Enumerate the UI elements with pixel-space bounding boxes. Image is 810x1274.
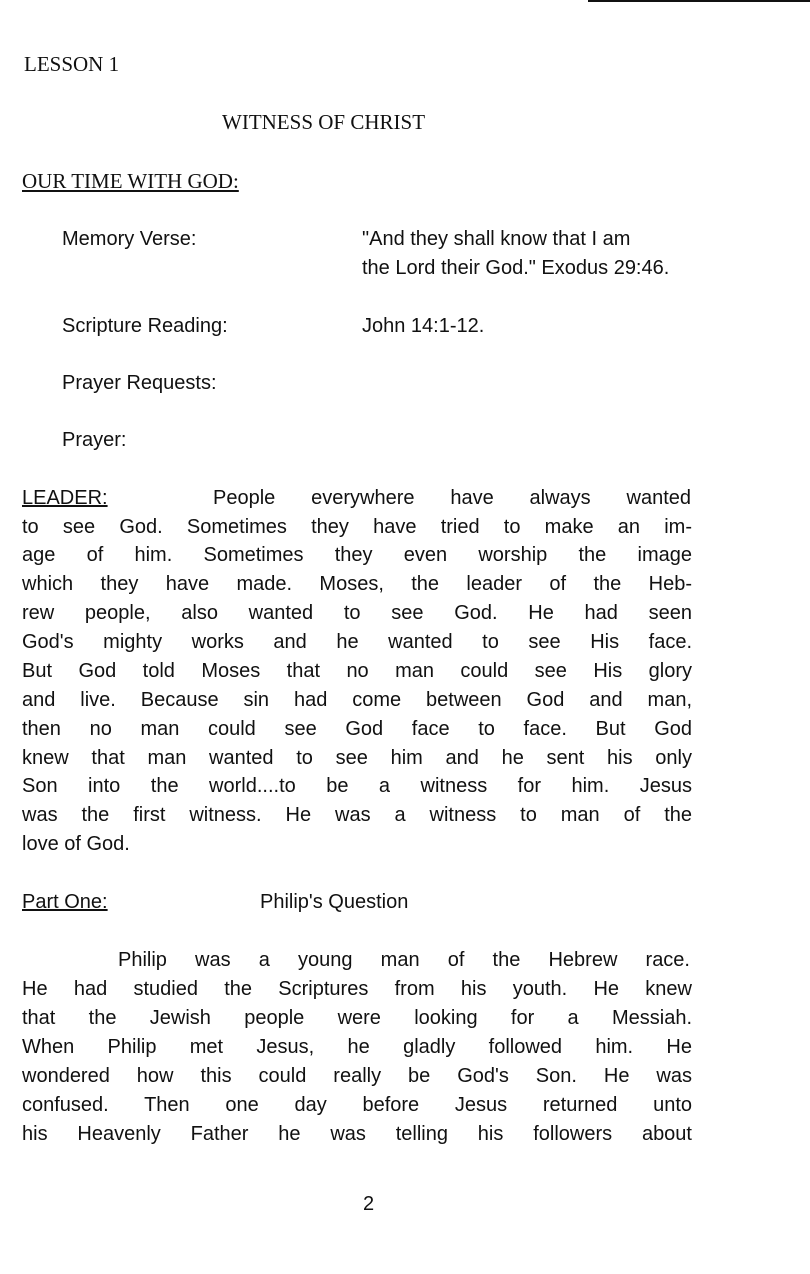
lesson-number: LESSON 1 [24, 52, 120, 76]
part-line: confused. Then one day before Jesus returned unto [22, 1094, 692, 1116]
prayer-label: Prayer: [62, 429, 127, 451]
leader-line: God's mighty works and he wanted to see His face. [22, 631, 692, 653]
memory-verse-line: the Lord their God." Exodus 29:46. [362, 257, 670, 279]
scripture-value: John 14:1-12. [362, 315, 485, 337]
leader-line: love of God. [22, 833, 130, 855]
leader-label: LEADER: [22, 487, 108, 509]
leader-line: Son into the world....to be a witness for him. Jesus [22, 775, 692, 797]
lesson-title: WITNESS OF CHRIST [222, 110, 426, 134]
prayer-requests-label: Prayer Requests: [62, 372, 217, 394]
leader-line: People everywhere have always wanted [213, 487, 691, 509]
leader-line: age of him. Sometimes they even worship the image [22, 544, 692, 566]
leader-line: which they have made. Moses, the leader of the Heb- [22, 573, 692, 595]
part-line: He had studied the Scriptures from his youth. He knew [22, 978, 692, 1000]
leader-line: and live. Because sin had come between God and man, [22, 689, 692, 711]
leader-line: But God told Moses that no man could see His glory [22, 660, 692, 682]
part-label: Part One: [22, 891, 108, 913]
scripture-label: Scripture Reading: [62, 315, 228, 337]
page-number: 2 [363, 1193, 375, 1215]
part-line: his Heavenly Father he was telling his followers about [22, 1123, 692, 1145]
leader-line: to see God. Sometimes they have tried to make an im- [22, 516, 692, 538]
part-line: that the Jewish people were looking for a Messiah. [22, 1007, 692, 1029]
part-line: wondered how this could really be God's Son. He was [22, 1065, 692, 1087]
top-rule [588, 0, 810, 2]
leader-line: rew people, also wanted to see God. He had seen [22, 602, 692, 624]
part-line: Philip was a young man of the Hebrew race. [118, 949, 690, 971]
memory-verse-label: Memory Verse: [62, 228, 197, 250]
leader-line: then no man could see God face to face. But God [22, 718, 692, 740]
part-line: When Philip met Jesus, he gladly followed him. He [22, 1036, 692, 1058]
leader-line: knew that man wanted to see him and he sent his only [22, 747, 692, 769]
section-heading: OUR TIME WITH GOD: [22, 169, 239, 193]
leader-line: was the first witness. He was a witness to man of the [22, 804, 692, 826]
memory-verse-line: "And they shall know that I am [362, 228, 631, 250]
part-title: Philip's Question [260, 891, 409, 913]
